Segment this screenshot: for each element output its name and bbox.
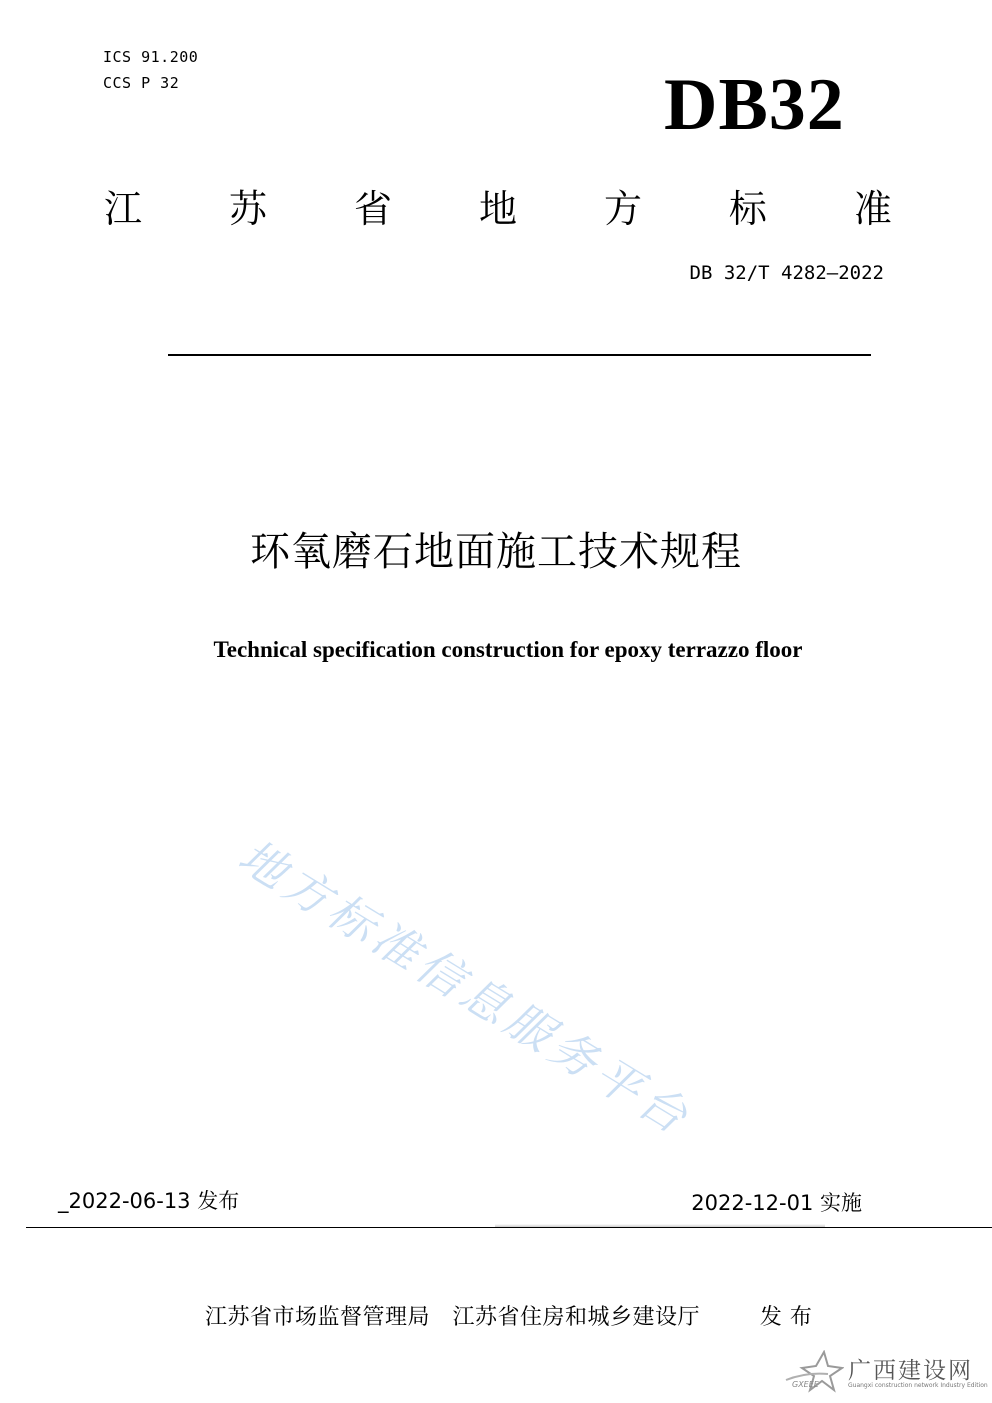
logo-brand-text: GXEEE [792,1380,819,1389]
site-logo [784,1350,988,1396]
ics-code: ICS 91.200 [103,48,199,66]
standard-type-char: 地 [478,186,517,231]
standard-type-char: 省 [353,186,392,231]
standard-number: DB 32/T 4282—2022 [689,262,884,284]
issue-date: _2022-06-13 发布 [58,1189,240,1213]
document-title-chinese: 环氧磨石地面施工技术规程 [250,529,742,575]
standard-type-char: 江 [104,186,143,231]
standard-type-heading [104,180,892,230]
standard-type-char: 准 [853,186,892,231]
watermark-text: 地方标准信息服务平台 [229,828,702,1147]
standard-code-db32: DB32 [664,64,845,146]
issuing-authorities: 江苏省市场监督管理局 江苏省住房和城乡建设厅 发 布 [205,1305,813,1330]
logo-name: 广西建设网 [848,1358,973,1384]
document-title-english: Technical specification construction for epoxy terrazzo floor [213,637,803,662]
standard-type-char: 苏 [228,186,267,231]
logo-subtitle: Guangxi construction network Industry Edition [848,1382,988,1389]
footer-divider [26,1227,992,1228]
implementation-date: 2022-12-01 实施 [691,1191,862,1215]
standard-type-char: 方 [603,186,642,231]
standard-type-char: 标 [728,186,767,231]
ccs-code: CCS P 32 [103,74,180,92]
header-divider [168,354,871,356]
